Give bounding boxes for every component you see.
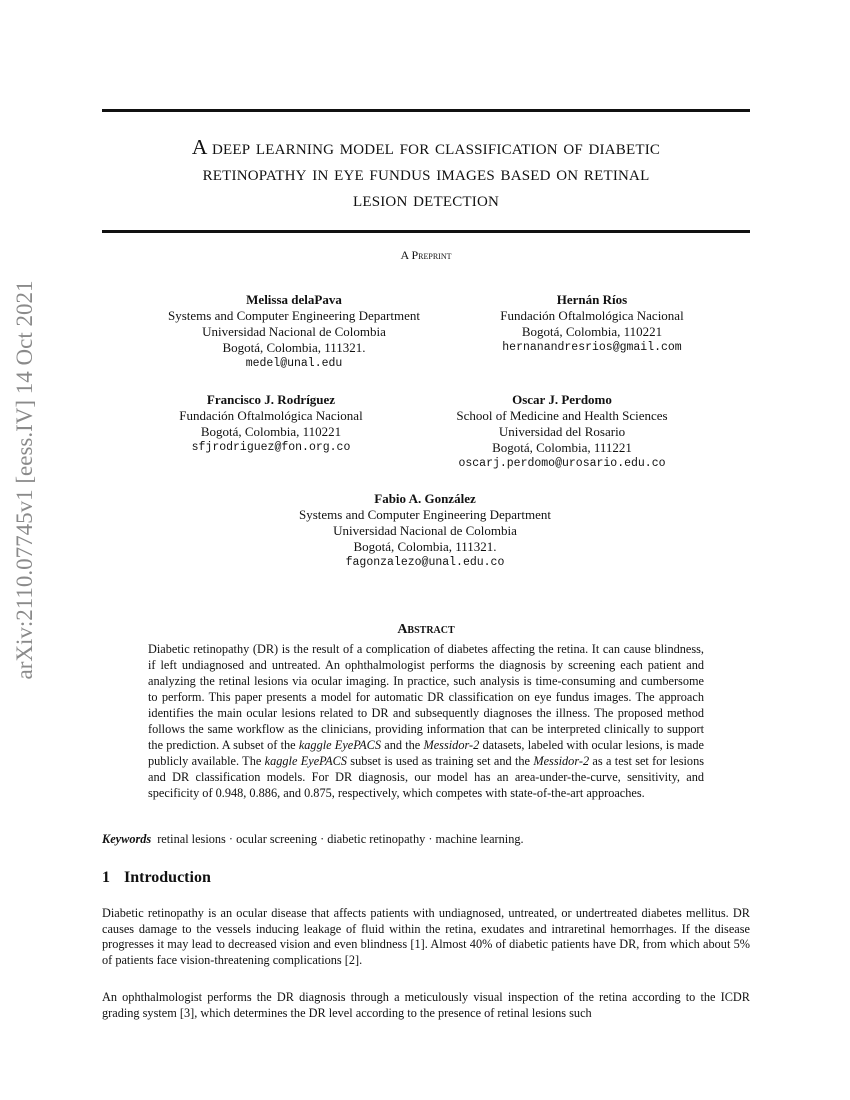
author-affiliation: Universidad Nacional de Colombia bbox=[202, 324, 386, 339]
arxiv-identifier: arXiv:2110.07745v1 [eess.IV] 14 Oct 2021 bbox=[12, 280, 37, 680]
author-affiliation: Universidad Nacional de Colombia bbox=[333, 523, 517, 538]
author-address: Bogotá, Colombia, 111221 bbox=[492, 440, 632, 455]
author-address: Bogotá, Colombia, 111321. bbox=[353, 539, 497, 554]
author-address: Bogotá, Colombia, 111321. bbox=[222, 340, 366, 355]
dataset-name: Messidor-2 bbox=[423, 738, 480, 752]
author-affiliation: Fundación Oftalmológica Nacional bbox=[179, 408, 363, 423]
author-affiliation: School of Medicine and Health Sciences bbox=[456, 408, 668, 423]
section-number: 1 bbox=[102, 869, 110, 886]
author-block bbox=[121, 392, 421, 456]
abstract-text: Diabetic retinopathy (DR) is the result of a complication of diabetes affecting the retina. It can cause blindness, if left undiagnosed and untreated. An ophthalmologist performs the diagnosis by screening each patient and analyzing the retinal lesions via ocular imaging. In practice, such analysis is time-consuming and cumbersome to perform. This paper presents a model for automatic DR classification on eye fundus images. The approach identifies the main ocular lesions related to DR and subsequently diagnoses the illness. The proposed method follows the same workflow as the clinicians, providing information that can be interpreted clinically to support the prediction. A subset of the bbox=[148, 642, 704, 752]
author-name: Fabio A. González bbox=[374, 491, 476, 506]
author-email[interactable]: hernanandresrios@gmail.com bbox=[502, 341, 682, 354]
section-title: Introduction bbox=[124, 869, 211, 886]
bottom-title-rule bbox=[102, 230, 750, 233]
abstract-text: subset is used as training set and the bbox=[346, 754, 534, 768]
author-email[interactable]: oscarj.perdomo@urosario.edu.co bbox=[458, 457, 666, 470]
intro-paragraph-1: Diabetic retinopathy is an ocular disease that affects patients with undiagnosed, untreated, or undertreated diabetes mellitus. DR causes damage to the vessels inducing leakage of fluid within the retina, exudates and intraretinal hemorrhages. If the disease progresses it may lead to decreased vision and even blindness [1]. Almost 40% of diabetic patients have DR, from which about 5% of patients face vision-threatening complications [2]. bbox=[102, 906, 750, 967]
dataset-name: kaggle EyePACS bbox=[264, 754, 347, 768]
title-line-2: retinopathy in eye fundus images based on retinal bbox=[202, 161, 650, 185]
paper-title bbox=[102, 134, 750, 212]
author-affiliation: Fundación Oftalmológica Nacional bbox=[500, 308, 684, 323]
author-block bbox=[412, 392, 712, 472]
author-email[interactable]: fagonzalezo@unal.edu.co bbox=[345, 556, 505, 569]
keywords-list: retinal lesions · ocular screening · diabetic retinopathy · machine learning. bbox=[157, 832, 524, 846]
author-name: Hernán Ríos bbox=[556, 292, 628, 307]
author-name: Oscar J. Perdomo bbox=[512, 392, 612, 407]
dataset-name: Messidor-2 bbox=[533, 754, 590, 768]
author-address: Bogotá, Colombia, 110221 bbox=[200, 424, 342, 439]
section-heading-introduction bbox=[102, 869, 211, 887]
intro-paragraph-2: An ophthalmologist performs the DR diagnosis through a meticulously visual inspection of the retina according to the ICDR grading system [3], which determines the DR level according to the presence of retinal lesions such bbox=[102, 990, 750, 1020]
preprint-label: A Preprint bbox=[400, 248, 452, 262]
author-email[interactable]: medel@unal.edu bbox=[245, 357, 343, 370]
abstract-text: as a test set for lesions and DR classification models. For DR diagnosis, our model has an area-under-the-curve, sensitivity, and specificity of 0.948, 0.886, and 0.875, respectively, which competes with state-of-the-art approaches. bbox=[148, 754, 704, 800]
author-affiliation: Systems and Computer Engineering Department bbox=[298, 507, 551, 522]
abstract-text: and the bbox=[381, 738, 424, 752]
title-line-3: lesion detection bbox=[352, 187, 500, 211]
dataset-name: kaggle EyePACS bbox=[298, 738, 382, 752]
abstract-text: datasets, labeled with ocular lesions, is made publicly available. The bbox=[148, 738, 704, 768]
author-block bbox=[275, 491, 575, 571]
author-affiliation: Universidad del Rosario bbox=[498, 424, 626, 439]
keywords bbox=[102, 831, 750, 847]
author-block bbox=[144, 292, 444, 372]
author-block bbox=[442, 292, 742, 356]
author-email[interactable]: sfjrodriguez@fon.org.co bbox=[191, 441, 351, 454]
author-affiliation: Systems and Computer Engineering Department bbox=[167, 308, 420, 323]
author-address: Bogotá, Colombia, 110221 bbox=[521, 324, 663, 339]
author-name: Francisco J. Rodríguez bbox=[206, 392, 336, 407]
keywords-label: Keywords bbox=[102, 832, 152, 846]
top-rule bbox=[102, 109, 750, 112]
abstract-heading: Abstract bbox=[397, 622, 455, 637]
abstract-body bbox=[148, 641, 704, 801]
author-name: Melissa delaPava bbox=[246, 292, 342, 307]
title-line-1: A deep learning model for classification of diabetic bbox=[191, 135, 661, 159]
